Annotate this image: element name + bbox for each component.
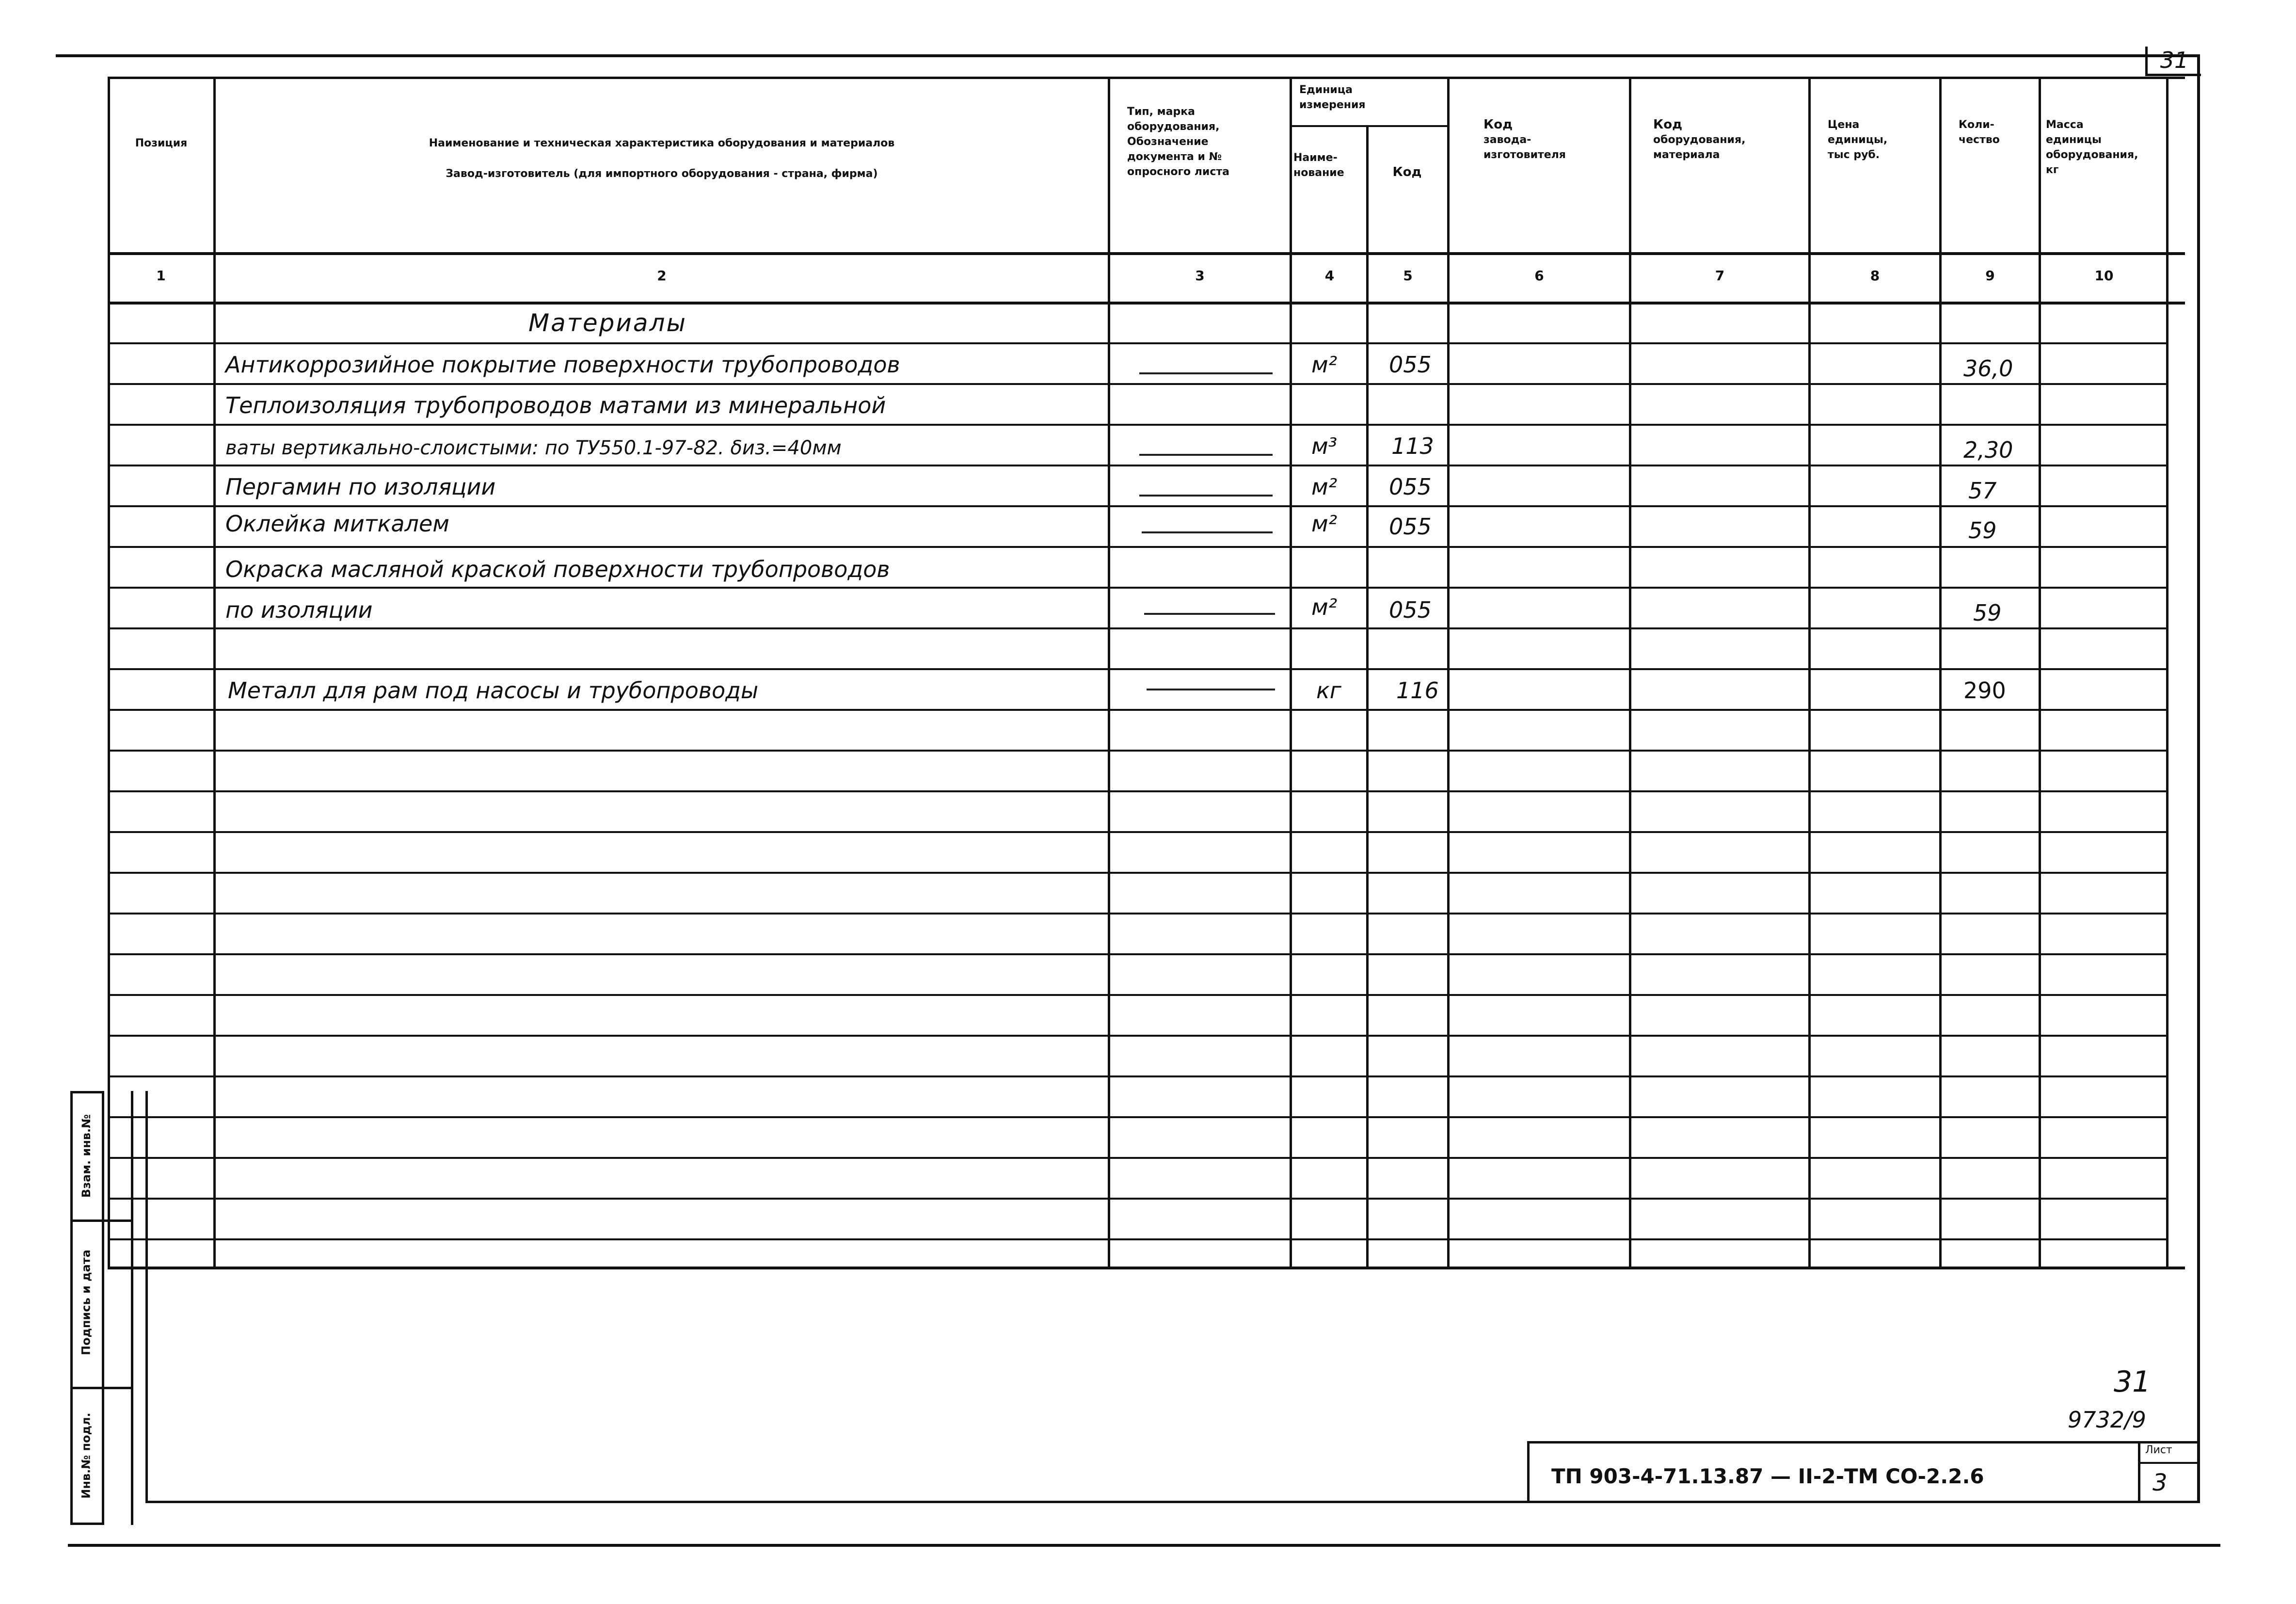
row-6-name: Окраска масляной краской поверхности трубопроводов: [225, 556, 890, 582]
column-number-4: 4: [1324, 268, 1335, 284]
side-label-original-inventory: Инв.№ подл.: [79, 1412, 93, 1499]
column-number-10: 10: [2094, 268, 2114, 284]
column-number-3: 3: [1195, 268, 1205, 284]
row-7-name: по изоляции: [225, 597, 373, 623]
header-position: Позиция: [135, 137, 188, 149]
header-type-brand: Тип, марка оборудования, Обозначение документа и № опросного листа: [1127, 106, 1229, 178]
row-7-dash: [1144, 613, 1275, 615]
header-unit-price: Цена единицы, тыс руб.: [1828, 119, 1888, 161]
row-3-dash: [1139, 454, 1273, 456]
frame-right-line: [2197, 54, 2200, 1502]
header-quantity: Коли- чество: [1959, 119, 2000, 146]
row-1-qty: 36,0: [1963, 355, 2013, 382]
header-unit-mass: Масса единицы оборудования, кг: [2046, 119, 2138, 176]
row-8-code: 116: [1396, 677, 1439, 704]
column-number-6: 6: [1534, 268, 1544, 284]
row-4-code: 055: [1389, 474, 1432, 500]
row-7-qty: 59: [1973, 600, 2002, 626]
column-number-5: 5: [1403, 268, 1413, 284]
row-5-qty: 59: [1968, 517, 1997, 544]
column-number-1: 1: [156, 268, 166, 284]
row-3-unit: м³: [1311, 433, 1338, 459]
header-unit-group: Единица измерения: [1299, 84, 1366, 111]
row-5-name: Оклейка миткалем: [225, 511, 449, 537]
side-label-replacement: Взам. инв.№: [80, 1114, 93, 1198]
row-8-name: Металл для рам под насосы и трубопроводы: [228, 677, 759, 704]
row-1-unit: м²: [1311, 352, 1338, 378]
row-5-dash: [1142, 531, 1273, 533]
row-8-dash: [1147, 689, 1275, 690]
column-number-2: 2: [657, 268, 667, 284]
header-name-line2: Завод-изготовитель (для импортного оборудования - страна, фирма): [446, 168, 878, 180]
page-corner-number: 31: [2145, 47, 2201, 76]
column-number-9: 9: [1985, 268, 1995, 284]
section-title: Материалы: [528, 309, 687, 337]
row-3-name: ваты вертикально-слоистыми: по ТУ550.1-97-82. δиз.=40мм: [225, 437, 842, 459]
column-number-8: 8: [1870, 268, 1880, 284]
row-4-dash: [1139, 495, 1273, 497]
row-1-dash: [1139, 372, 1273, 374]
side-label-signature-date: Подпись и дата: [79, 1250, 93, 1355]
row-2-name: Теплоизоляция трубопроводов матами из минеральной: [225, 392, 886, 418]
row-3-code: 113: [1391, 433, 1434, 459]
column-number-7: 7: [1715, 268, 1725, 284]
row-8-qty: 290: [1963, 677, 2006, 704]
row-1-code: 055: [1389, 352, 1432, 378]
row-3-qty: 2,30: [1963, 437, 2013, 463]
header-plant-code: Код завода- изготовителя: [1483, 117, 1566, 161]
bottom-border-line: [68, 1544, 2220, 1547]
header-unit-code: Код: [1392, 165, 1422, 179]
row-5-code: 055: [1389, 513, 1432, 540]
handwritten-sheet-number: 31: [2114, 1365, 2151, 1399]
frame-bottom-line: [145, 1501, 2200, 1503]
stamp-sheet-label: Лист: [2145, 1444, 2172, 1456]
handwritten-code: 9732/9: [2068, 1407, 2146, 1433]
row-4-qty: 57: [1968, 478, 1997, 504]
stamp-document-code: ТП 903-4-71.13.87 — II-2-ТМ СО-2.2.6: [1551, 1464, 1984, 1488]
row-7-code: 055: [1389, 597, 1432, 623]
row-7-unit: м²: [1311, 594, 1338, 620]
row-4-unit: м²: [1311, 474, 1338, 500]
header-unit-name: Наиме- нование: [1293, 152, 1344, 179]
row-8-unit: кг: [1316, 677, 1341, 704]
header-name-line1: Наименование и техническая характеристика оборудования и материалов: [429, 137, 895, 149]
top-border-line: [56, 54, 2199, 57]
row-1-name: Антикоррозийное покрытие поверхности трубопроводов: [225, 352, 900, 378]
header-equipment-code: Код оборудования, материала: [1653, 117, 1746, 161]
row-5-unit: м²: [1311, 511, 1338, 537]
stamp-sheet-number: 3: [2152, 1469, 2168, 1496]
row-4-name: Пергамин по изоляции: [225, 474, 496, 500]
